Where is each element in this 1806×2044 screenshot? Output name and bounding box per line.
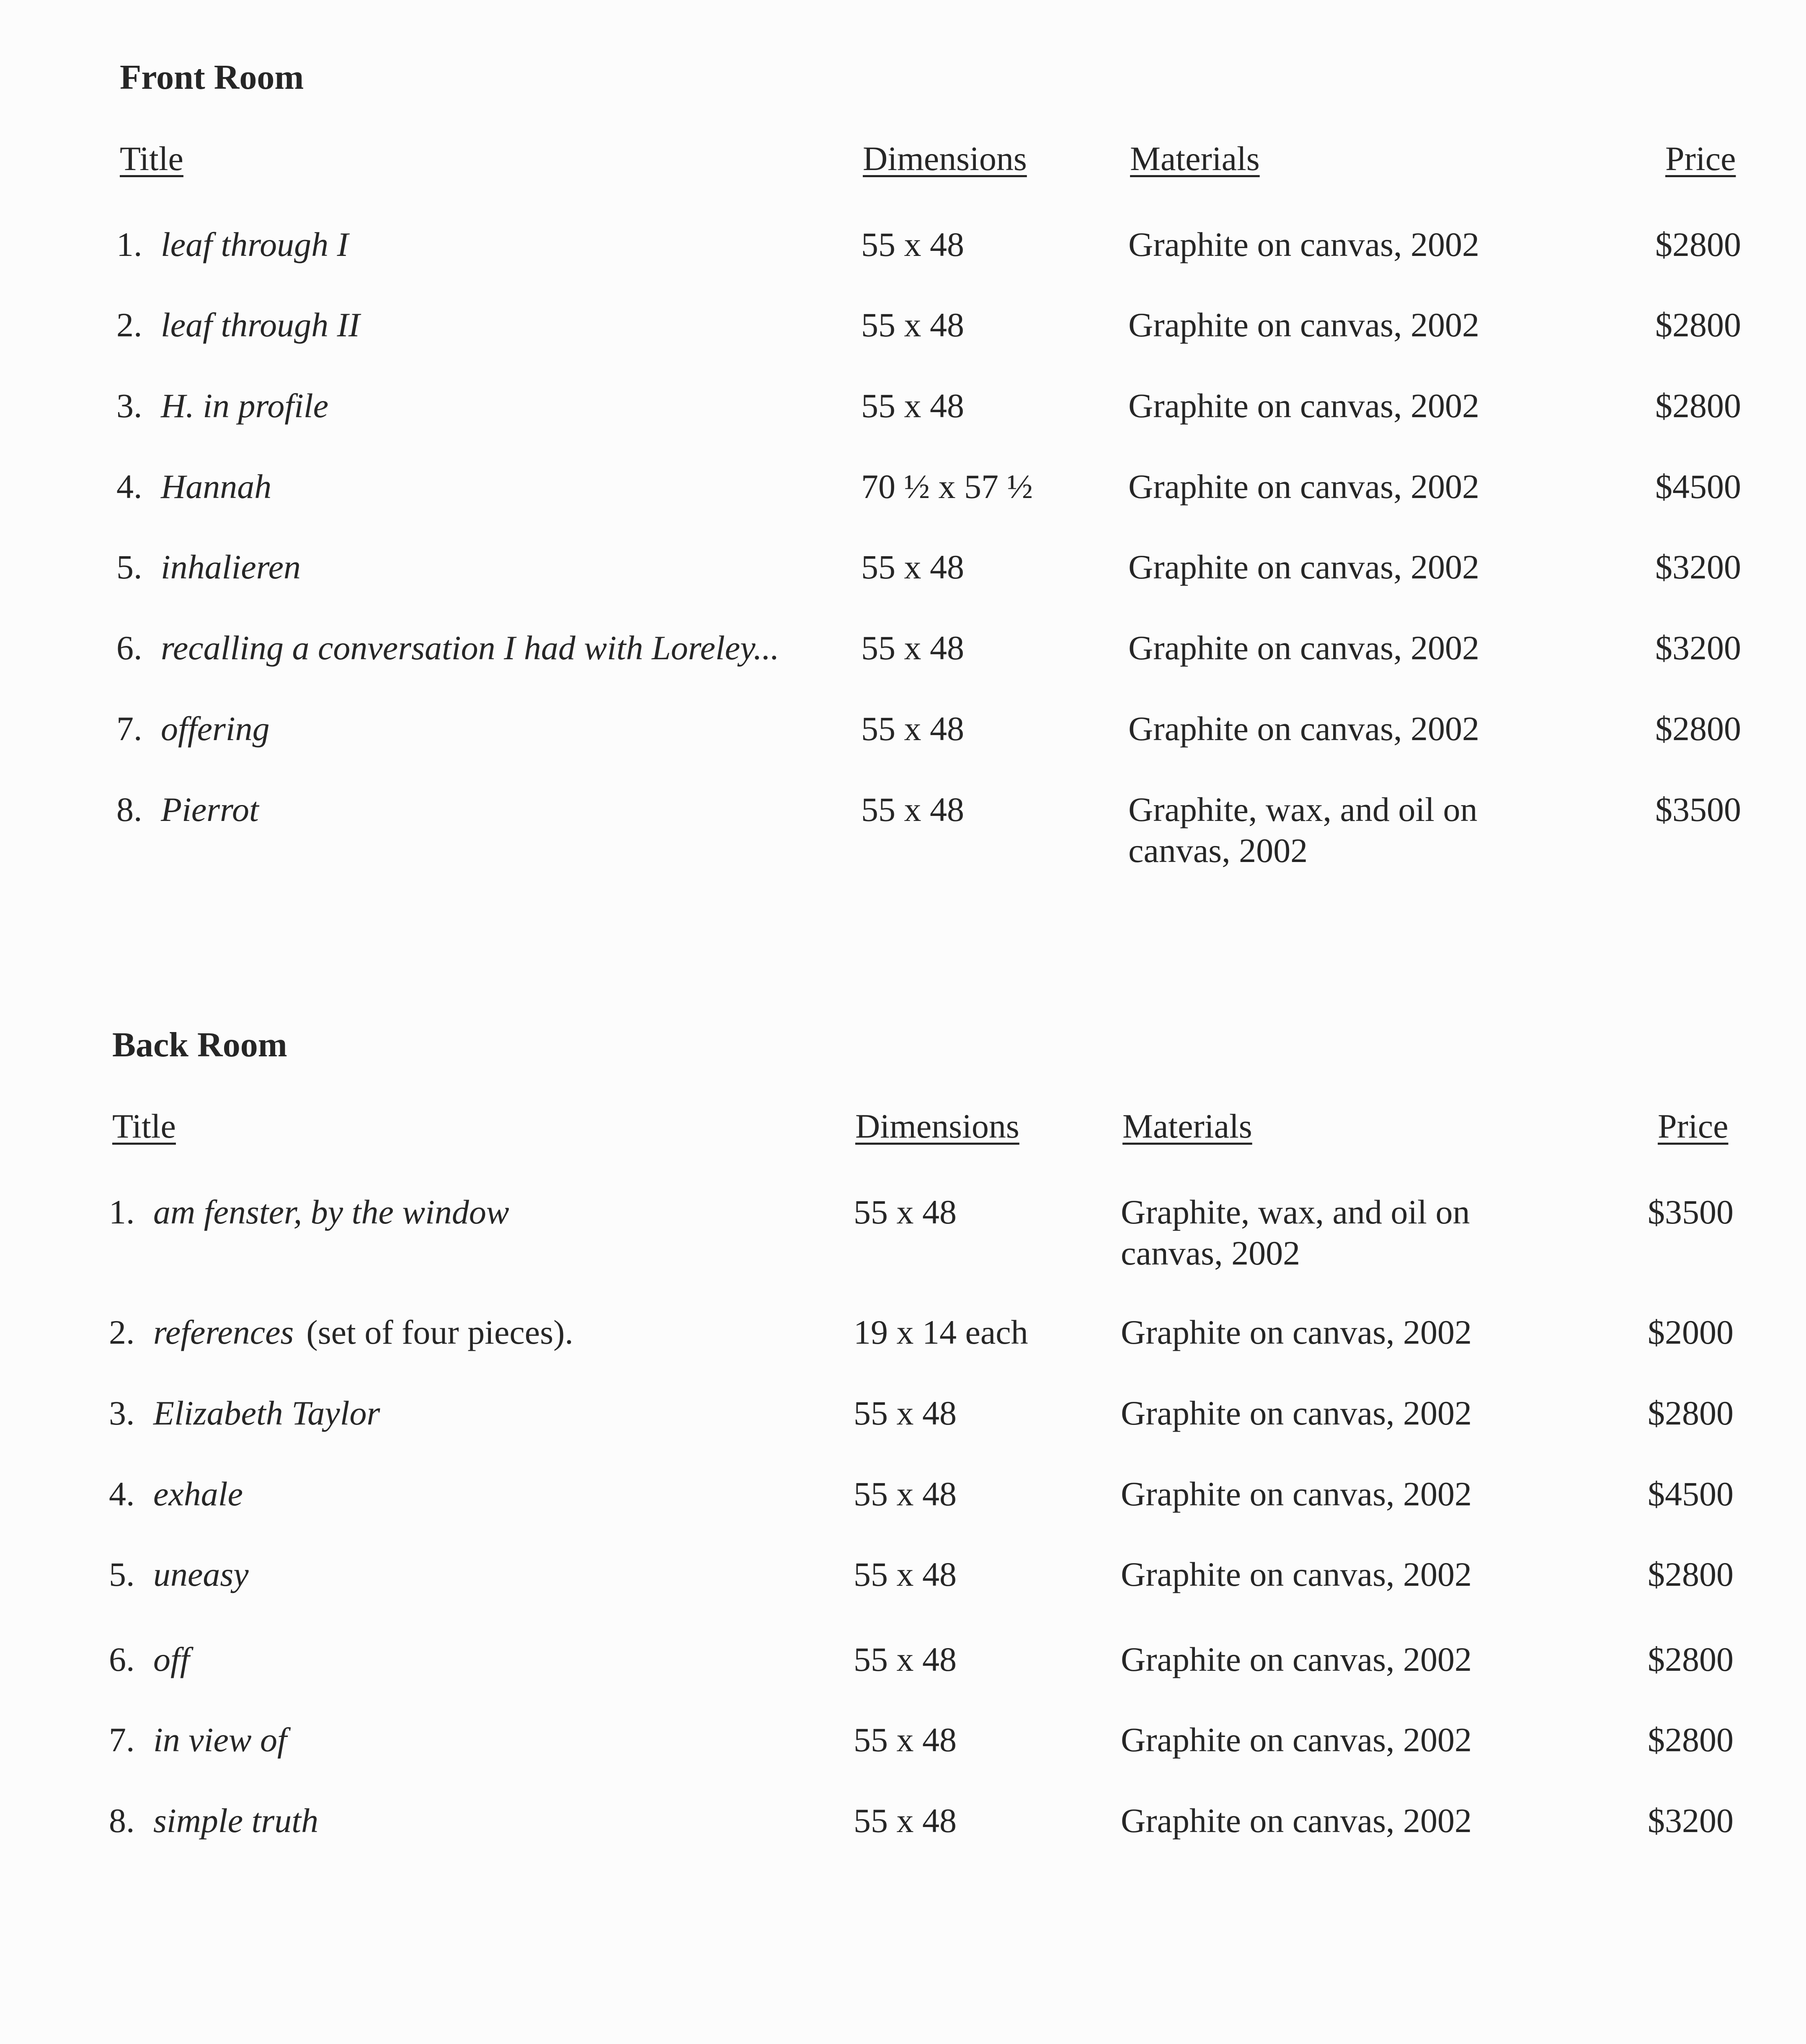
item-price: $2800 xyxy=(1655,225,1741,263)
item-number: 5. xyxy=(109,1555,135,1593)
item-materials: Graphite on canvas, 2002 xyxy=(1121,1313,1472,1351)
item-price: $2800 xyxy=(1648,1555,1734,1593)
artwork-row xyxy=(0,547,1806,614)
item-dimensions: 55 x 48 xyxy=(861,387,964,425)
item-materials: Graphite, wax, and oil on canvas, 2002 xyxy=(1128,790,1478,870)
item-title-text: off xyxy=(153,1640,190,1678)
item-title-text: uneasy xyxy=(153,1555,249,1593)
item-number: 3. xyxy=(116,387,142,425)
artwork-row xyxy=(0,1312,1798,1379)
item-title-text: inhalieren xyxy=(161,548,301,586)
item-title-text: Elizabeth Taylor xyxy=(153,1394,380,1432)
item-materials: Graphite on canvas, 2002 xyxy=(1121,1555,1472,1593)
artwork-row xyxy=(0,789,1806,881)
item-title xyxy=(153,1192,509,1233)
artwork-row xyxy=(0,1800,1798,1867)
item-dimensions: 55 x 48 xyxy=(854,1721,957,1759)
item-title-text: Pierrot xyxy=(161,790,259,828)
item-title xyxy=(153,1474,243,1515)
item-dimensions: 55 x 48 xyxy=(861,710,964,748)
item-title-text: recalling a conversation I had with Loreley... xyxy=(161,629,779,667)
item-dimensions: 55 x 48 xyxy=(854,1394,957,1432)
artwork-row xyxy=(0,708,1806,775)
item-number: 2. xyxy=(116,306,142,344)
item-dimensions: 19 x 14 each xyxy=(854,1313,1028,1351)
item-materials: Graphite on canvas, 2002 xyxy=(1121,1475,1472,1513)
item-price: $2800 xyxy=(1648,1640,1734,1678)
item-price: $4500 xyxy=(1648,1475,1734,1513)
item-title-text: am fenster, by the window xyxy=(153,1193,509,1231)
item-price: $3200 xyxy=(1655,629,1741,667)
item-materials: Graphite on canvas, 2002 xyxy=(1128,387,1479,425)
item-number: 1. xyxy=(116,225,142,263)
item-price: $2000 xyxy=(1648,1313,1734,1351)
artwork-row xyxy=(0,466,1806,533)
artwork-row xyxy=(0,1554,1798,1621)
item-number: 1. xyxy=(109,1193,135,1231)
item-number: 7. xyxy=(109,1721,135,1759)
item-materials: Graphite on canvas, 2002 xyxy=(1128,306,1479,344)
artwork-row xyxy=(0,1639,1798,1706)
item-number: 7. xyxy=(116,710,142,748)
item-number: 2. xyxy=(109,1313,135,1351)
item-title-text: leaf through II xyxy=(161,306,360,344)
item-number: 6. xyxy=(109,1640,135,1678)
artwork-row xyxy=(0,627,1806,694)
column-header-price: Price xyxy=(1665,139,1736,178)
item-title xyxy=(161,708,270,749)
item-price: $2800 xyxy=(1655,710,1741,748)
item-dimensions: 70 ½ x 57 ½ xyxy=(861,467,1033,506)
column-header-dimensions: Dimensions xyxy=(863,139,1027,178)
item-materials: Graphite on canvas, 2002 xyxy=(1121,1640,1472,1678)
item-title xyxy=(153,1800,318,1841)
item-title-text: simple truth xyxy=(153,1801,319,1840)
item-materials: Graphite on canvas, 2002 xyxy=(1121,1721,1472,1759)
room-heading: Front Room xyxy=(120,58,304,97)
item-title xyxy=(161,224,348,265)
item-title xyxy=(161,305,360,346)
item-title-text: leaf through I xyxy=(161,225,348,263)
item-number: 4. xyxy=(109,1475,135,1513)
item-title-text: references xyxy=(153,1313,294,1351)
item-title-text: Hannah xyxy=(161,467,272,506)
item-dimensions: 55 x 48 xyxy=(861,629,964,667)
artwork-row xyxy=(0,1474,1798,1541)
item-title xyxy=(161,466,271,507)
item-title xyxy=(153,1719,287,1760)
item-materials: Graphite on canvas, 2002 xyxy=(1128,467,1479,506)
item-materials: Graphite on canvas, 2002 xyxy=(1128,710,1479,748)
item-price: $2800 xyxy=(1648,1394,1734,1432)
item-number: 8. xyxy=(116,790,142,828)
item-price: $3500 xyxy=(1648,1193,1734,1231)
column-header-title: Title xyxy=(120,139,183,178)
item-materials: Graphite on canvas, 2002 xyxy=(1128,629,1479,667)
item-title xyxy=(161,547,301,588)
item-title-text: exhale xyxy=(153,1475,243,1513)
column-header-title: Title xyxy=(112,1107,176,1145)
item-price: $2800 xyxy=(1655,306,1741,344)
item-price: $4500 xyxy=(1655,467,1741,506)
item-number: 3. xyxy=(109,1394,135,1432)
item-title-text: H. in profile xyxy=(161,387,329,425)
item-dimensions: 55 x 48 xyxy=(861,306,964,344)
item-number: 6. xyxy=(116,629,142,667)
column-header-materials: Materials xyxy=(1122,1107,1252,1145)
item-price: $2800 xyxy=(1655,387,1741,425)
item-dimensions: 55 x 48 xyxy=(854,1555,957,1593)
artwork-row xyxy=(0,224,1806,291)
item-number: 5. xyxy=(116,548,142,586)
item-materials: Graphite on canvas, 2002 xyxy=(1121,1801,1472,1840)
item-title xyxy=(161,385,328,426)
item-number: 4. xyxy=(116,467,142,506)
column-header-materials: Materials xyxy=(1130,139,1260,178)
artwork-row xyxy=(0,1393,1798,1460)
item-title xyxy=(153,1393,380,1434)
artwork-row xyxy=(0,1719,1798,1786)
item-dimensions: 55 x 48 xyxy=(861,790,964,828)
room-heading: Back Room xyxy=(112,1025,287,1064)
column-header-price: Price xyxy=(1658,1107,1729,1145)
artwork-row xyxy=(0,385,1806,452)
artwork-row xyxy=(0,305,1806,372)
item-price: $3500 xyxy=(1655,790,1741,828)
artwork-row xyxy=(0,1192,1798,1284)
item-price: $3200 xyxy=(1655,548,1741,586)
item-materials: Graphite on canvas, 2002 xyxy=(1121,1394,1472,1432)
item-materials: Graphite, wax, and oil on canvas, 2002 xyxy=(1121,1193,1470,1272)
item-dimensions: 55 x 48 xyxy=(854,1640,957,1678)
item-price: $2800 xyxy=(1648,1721,1734,1759)
item-title xyxy=(153,1639,190,1680)
item-materials: Graphite on canvas, 2002 xyxy=(1128,225,1479,263)
item-number: 8. xyxy=(109,1801,135,1840)
item-title-text: offering xyxy=(161,710,270,748)
item-dimensions: 55 x 48 xyxy=(854,1475,957,1513)
item-price: $3200 xyxy=(1648,1801,1734,1840)
item-dimensions: 55 x 48 xyxy=(861,225,964,263)
item-dimensions: 55 x 48 xyxy=(854,1801,957,1840)
item-materials: Graphite on canvas, 2002 xyxy=(1128,548,1479,586)
item-title xyxy=(161,627,779,668)
item-title xyxy=(153,1312,573,1353)
item-title xyxy=(153,1554,249,1595)
column-header-dimensions: Dimensions xyxy=(855,1107,1019,1145)
item-dimensions: 55 x 48 xyxy=(861,548,964,586)
item-dimensions: 55 x 48 xyxy=(854,1193,957,1231)
item-title-text: in view of xyxy=(153,1721,287,1759)
item-title xyxy=(161,789,259,830)
item-title-note: (set of four pieces). xyxy=(306,1313,573,1351)
